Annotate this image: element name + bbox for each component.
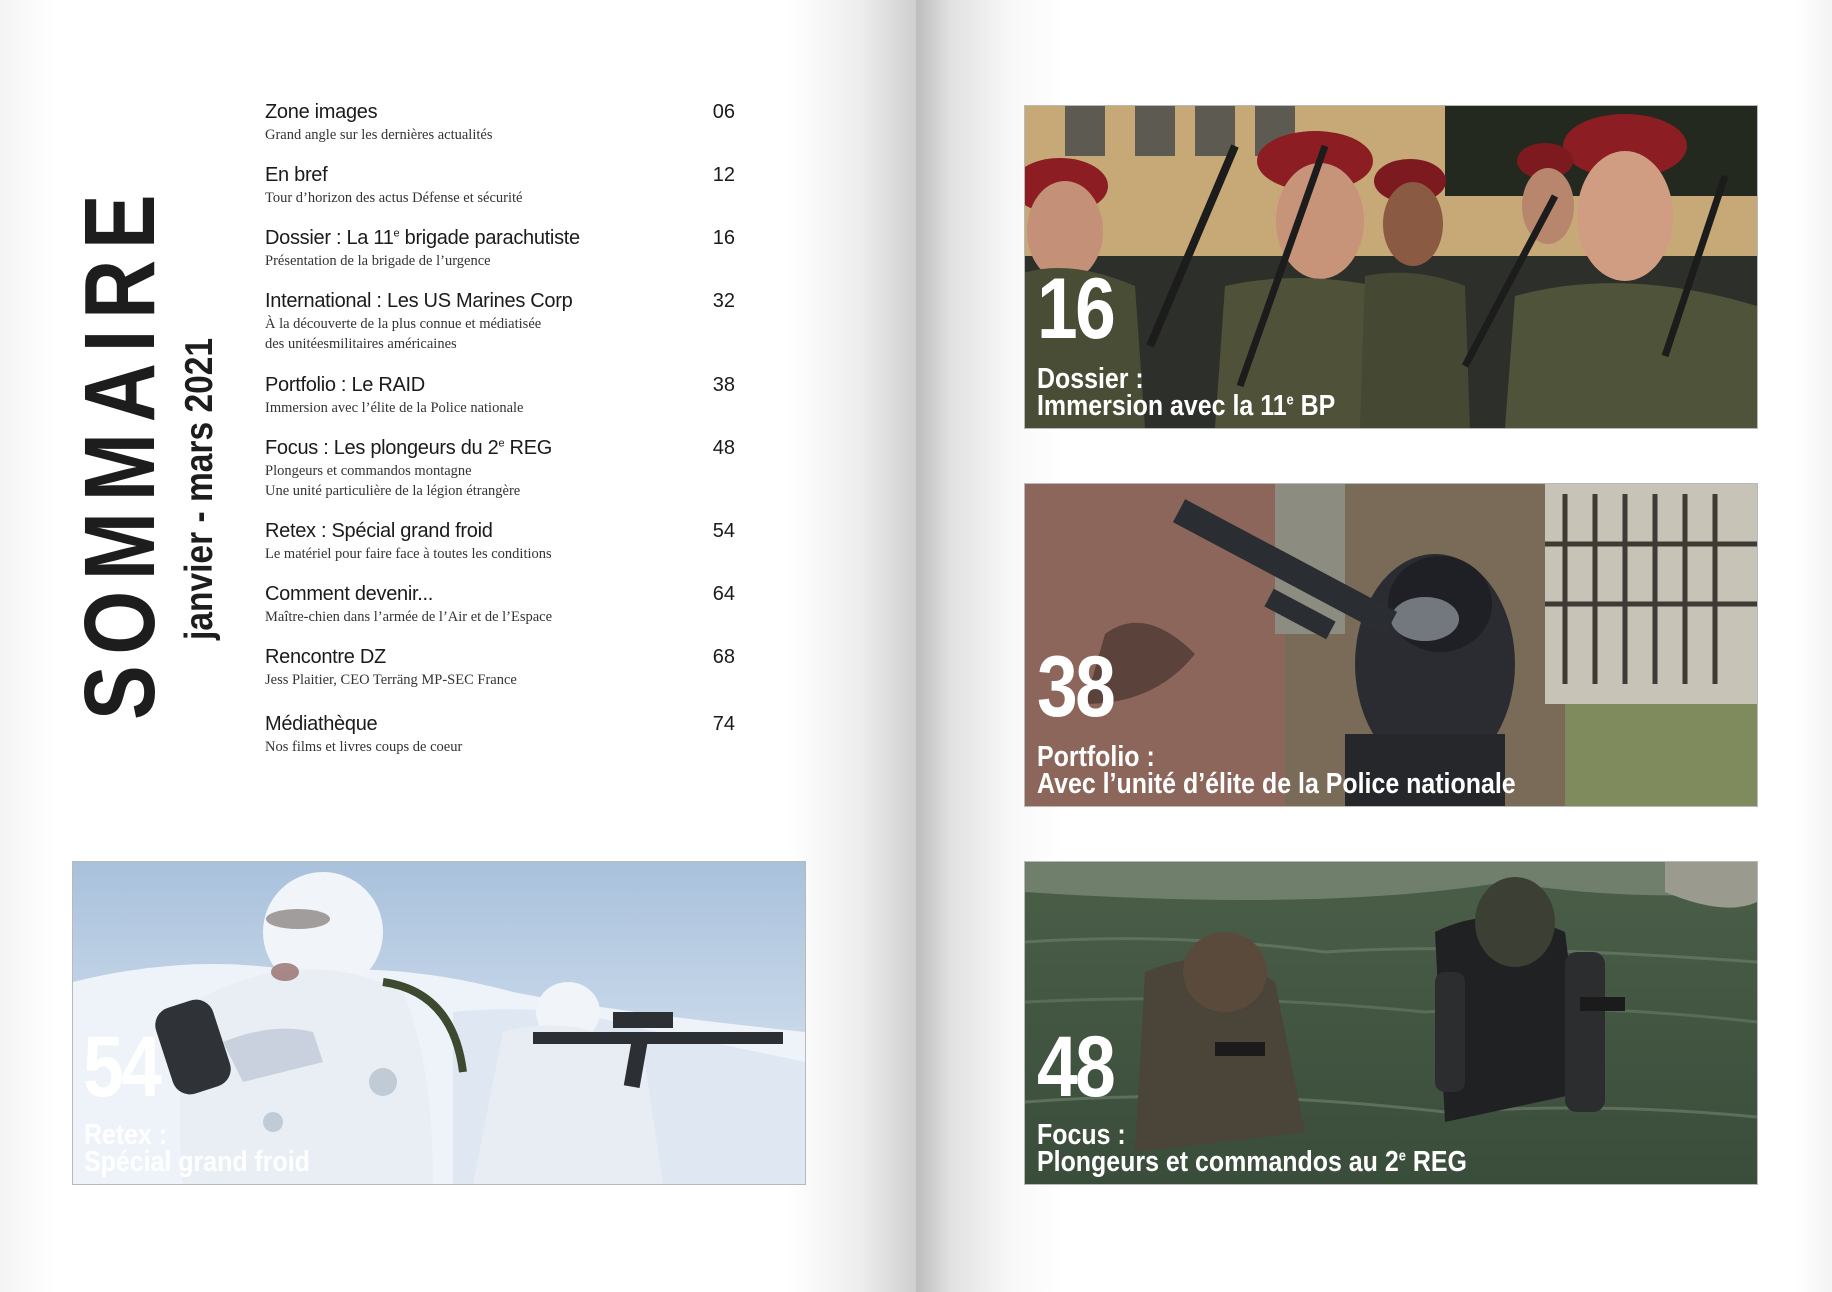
toc-entry-title: Portfolio : Le RAID (265, 374, 425, 396)
section-title: SOMMAIRE (64, 183, 176, 721)
toc-entry-title: Dossier : La 11e brigade parachutiste (265, 227, 580, 249)
toc-entry-title: Comment devenir... (265, 583, 434, 605)
toc-entry-page-number: 68 (712, 646, 735, 668)
toc-entry-comment-devenir[interactable] (265, 582, 735, 627)
toc-entry-portfolio[interactable] (265, 373, 735, 418)
feature-caption: Retex : Spécial grand froid (84, 1119, 310, 1178)
feature-page-number: 16 (1037, 261, 1114, 357)
toc-entry-focus[interactable] (265, 436, 735, 501)
toc-entry-description: Nos films et livres coups de coeur (265, 739, 463, 755)
toc-entry-page-number: 64 (712, 583, 735, 605)
toc-entry-description: Grand angle sur les dernières actualités (265, 127, 493, 143)
feature-card-retex[interactable] (72, 861, 806, 1185)
toc-entry-title: Focus : Les plongeurs du 2e REG (265, 437, 552, 459)
toc-entry-title: International : Les US Marines Corp (265, 290, 573, 312)
toc-entry-description: Maître-chien dans l’armée de l’Air et de l’Espace (265, 609, 553, 625)
feature-page-number: 38 (1037, 639, 1114, 735)
toc-entry-description: Présentation de la brigade de l’urgence (265, 253, 491, 269)
toc-entry-page-number: 38 (712, 374, 735, 396)
toc-entry-page-number: 06 (712, 101, 735, 123)
toc-entry-description: Plongeurs et commandos montagne Une unité particulière de la légion étrangère (265, 463, 521, 499)
toc-entry-title: Médiathèque (265, 713, 378, 735)
toc-entry-rencontre-dz[interactable] (265, 645, 735, 690)
feature-page-number: 48 (1037, 1019, 1114, 1115)
toc-entry-page-number: 12 (712, 164, 735, 186)
toc-entry-title: Rencontre DZ (265, 646, 386, 668)
toc-entry-page-number: 16 (712, 227, 735, 249)
toc-entry-title: Zone images (265, 101, 378, 123)
toc-entry-en-bref[interactable] (265, 163, 735, 208)
toc-entry-zone-images[interactable] (265, 100, 735, 145)
toc-entry-page-number: 54 (712, 520, 735, 542)
feature-caption: Portfolio : Avec l’unité d’élite de la Police nationale (1037, 741, 1516, 800)
feature-page-number: 54 (83, 1019, 160, 1115)
toc-entry-page-number: 48 (712, 437, 735, 459)
feature-card-focus[interactable] (1024, 861, 1758, 1185)
feature-card-dossier[interactable] (1024, 105, 1758, 429)
toc-entry-dossier[interactable] (265, 226, 735, 271)
toc-entry-international[interactable] (265, 289, 735, 354)
toc-entry-description: Immersion avec l’élite de la Police nationale (265, 400, 524, 416)
toc-entry-title: Retex : Spécial grand froid (265, 520, 493, 542)
feature-caption: Focus : Plongeurs et commandos au 2e REG (1037, 1119, 1467, 1178)
toc-entry-page-number: 32 (712, 290, 735, 312)
toc-entry-description: Jess Plaitier, CEO Terräng MP-SEC France (265, 672, 517, 688)
feature-caption: Dossier : Immersion avec la 11e BP (1037, 363, 1336, 422)
issue-period: janvier - mars 2021 (178, 337, 221, 640)
toc-entry-description: À la découverte de la plus connue et médiatisée des unitéesmilitaires américaines (265, 316, 542, 352)
feature-card-portfolio[interactable] (1024, 483, 1758, 807)
toc-entry-description: Le matériel pour faire face à toutes les conditions (265, 546, 552, 562)
toc-entry-description: Tour d’horizon des actus Défense et sécurité (265, 190, 523, 206)
toc-entry-title: En bref (265, 164, 328, 186)
toc-entry-mediatheque[interactable] (265, 712, 735, 757)
toc-entry-page-number: 74 (712, 713, 735, 735)
toc-entry-retex[interactable] (265, 519, 735, 564)
